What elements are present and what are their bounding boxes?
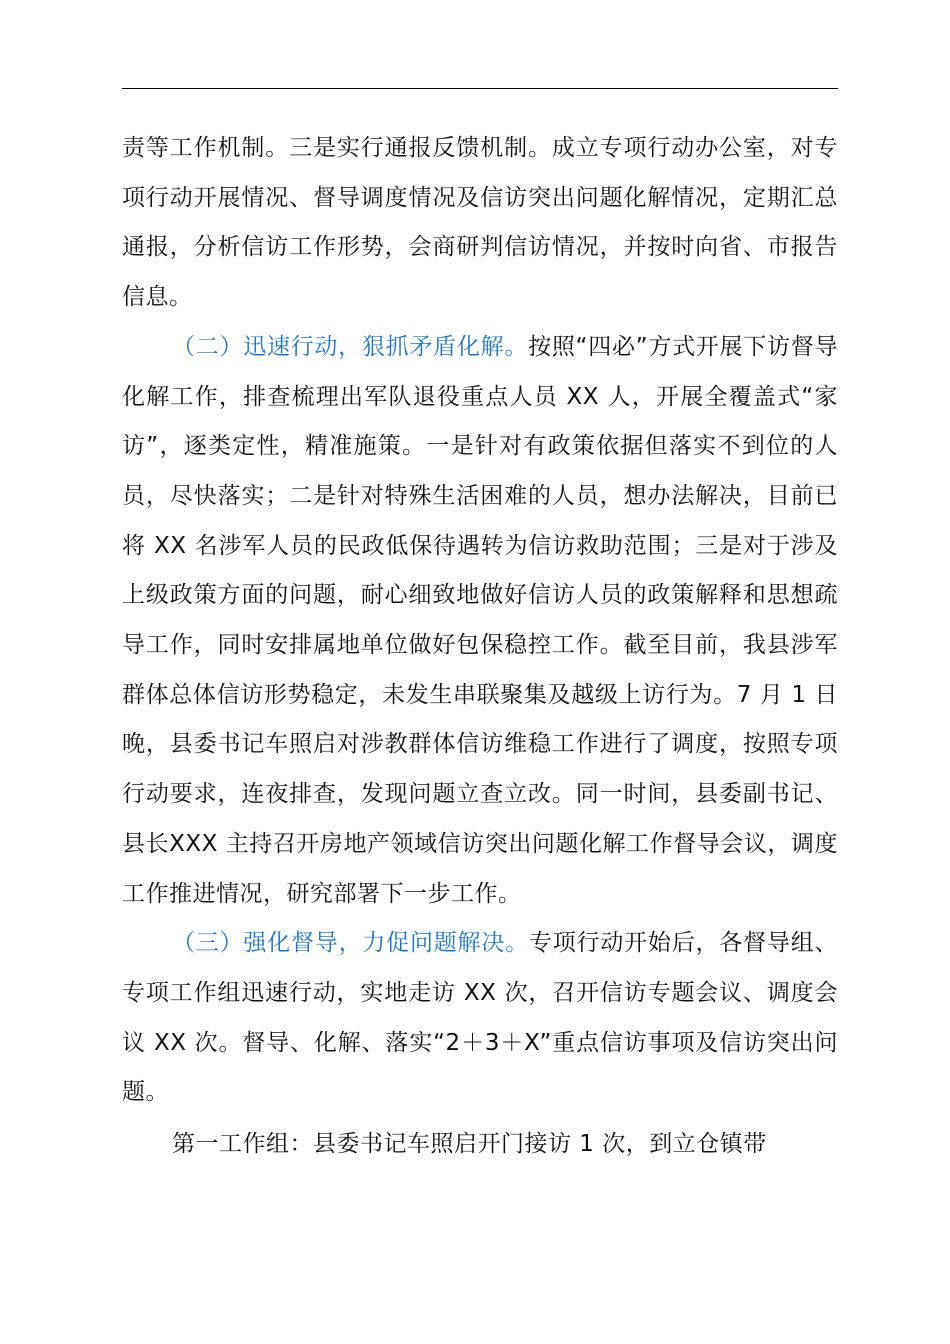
section-heading: （二）迅速行动，狠抓矛盾化解。 bbox=[172, 333, 529, 360]
paragraph-text: 责等工作机制。三是实行通报反馈机制。成立专项行动办公室，对专项行动开展情况、督导调度情况及信访突出问题化解情况，定期汇总通报，分析信访工作形势，会商研判信访情况，并按时向省、市报告信息。 bbox=[122, 135, 838, 311]
paragraph-text: 第一工作组：县委书记车照启开门接访 1 次，到立仓镇带 bbox=[172, 1131, 767, 1158]
header-rule bbox=[122, 88, 838, 89]
paragraph-section-2 bbox=[122, 323, 838, 919]
paragraph-work-group-1 bbox=[122, 1120, 838, 1170]
paragraph-continuation bbox=[122, 124, 838, 323]
paragraph-section-3 bbox=[122, 919, 838, 1118]
paragraph-text: 按照“四必”方式开展下访督导化解工作，排查梳理出军队退役重点人员 XX 人，开展全覆盖式“家访”，逐类定性，精准施策。一是针对有政策依据但落实不到位的人员，尽快落实；二是针对特殊生活困难的人员，想办法解决，目前已将 XX 名涉军人员的民政低保待遇转为信访救助范围；三是对于涉及上级政策方面的问题，耐心细致地做好信访人员的政策解释和思想疏导工作，同时安排属地单位做好包保稳控工作。截至目前，我县涉军群体总体信访形势稳定，未发生串联聚集及越级上访行为。7 月 1 日晚，县委书记车照启对涉教群体信访维稳工作进行了调度，按照专项行动要求，连夜排查，发现问题立查立改。同一时间，县委副书记、县长XXX 主持召开房地产领域信访突出问题化解工作督导会议，调度工作推进情况，研究部署下一步工作。 bbox=[122, 333, 838, 907]
section-heading: （三）强化督导，力促问题解决。 bbox=[172, 930, 529, 957]
paragraph-text: 专项行动开始后，各督导组、专项工作组迅速行动，实地走访 XX 次，召开信访专题会议、调度会议 XX 次。督导、化解、落实“2＋3＋X”重点信访事项及信访突出问题。 bbox=[122, 930, 839, 1106]
document-body bbox=[122, 124, 838, 1170]
